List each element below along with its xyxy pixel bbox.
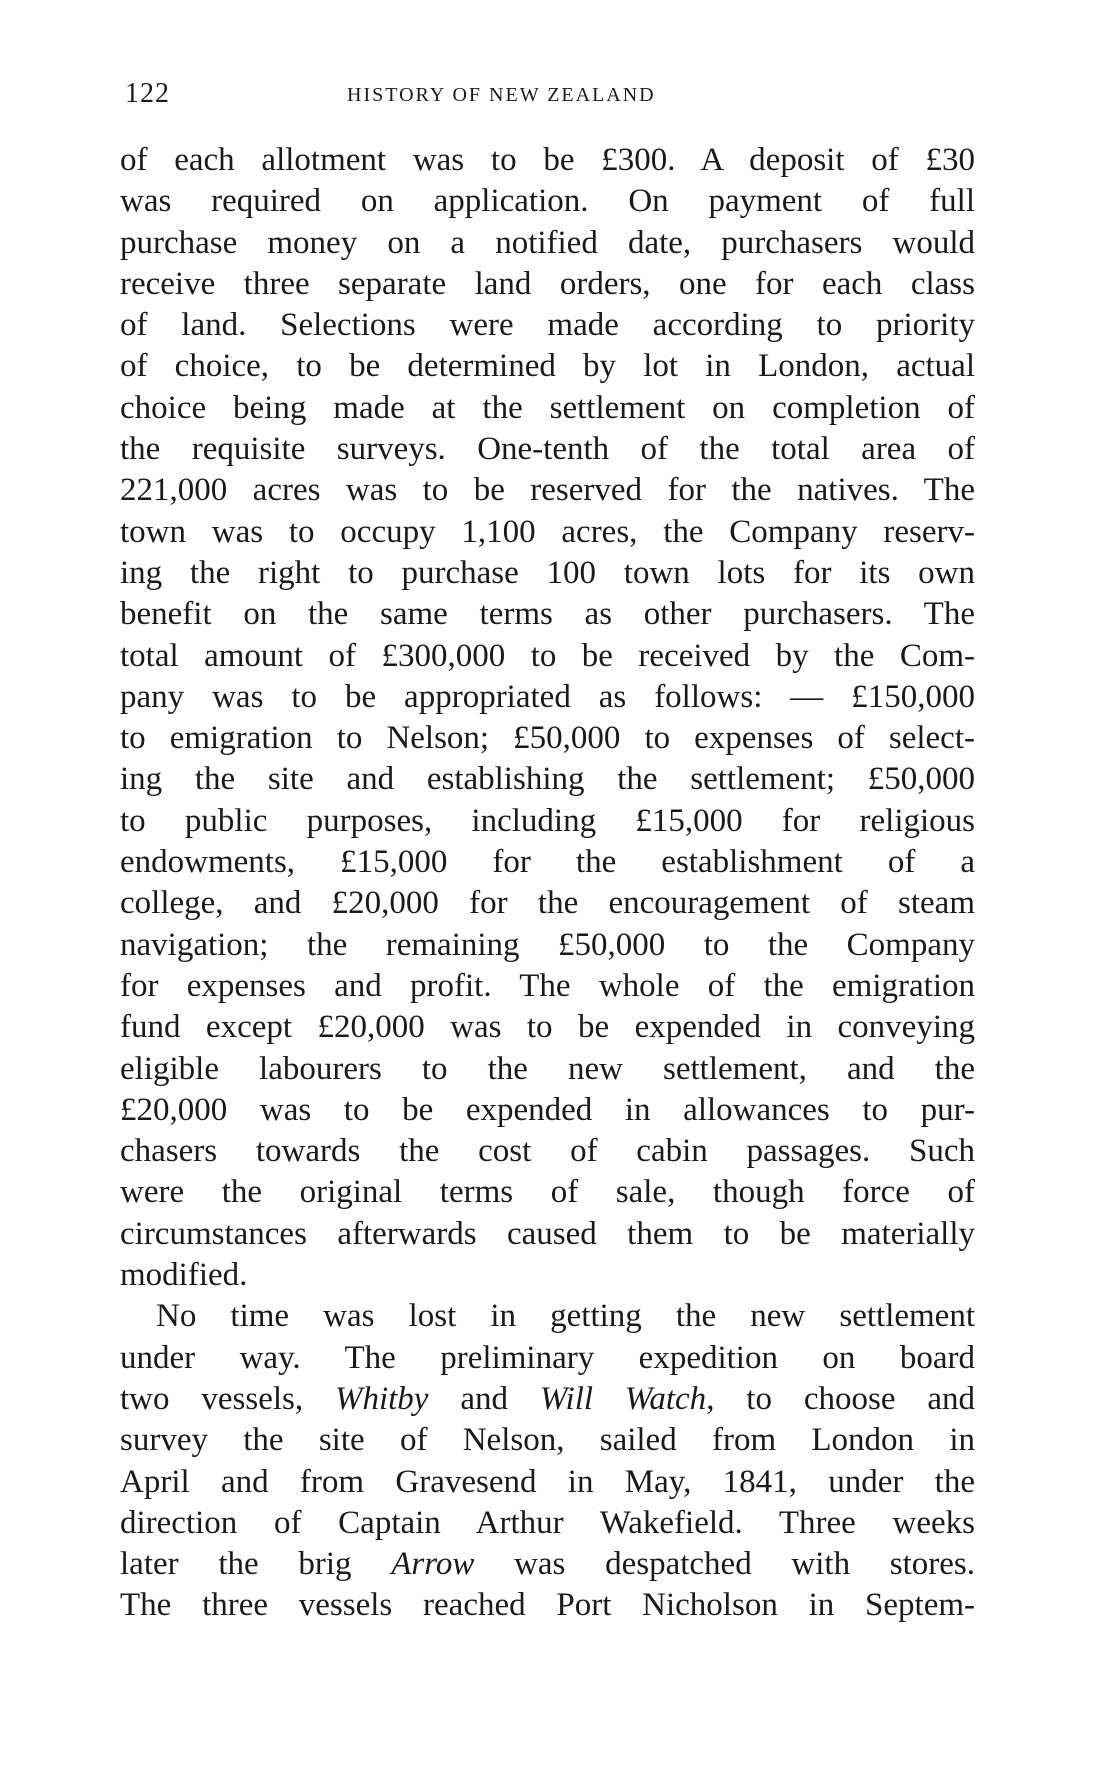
- text-line: April and from Gravesend in May, 1841, under the: [120, 1463, 975, 1500]
- text-line-with-ship-names: [120, 1379, 975, 1420]
- text-line: eligible labourers to the new settlement, and the: [120, 1050, 975, 1087]
- text-line: of land. Selections were made according to priority: [120, 307, 975, 344]
- text-line: receive three separate land orders, one for each class: [120, 265, 975, 302]
- text-line: of each allotment was to be £300. A deposit of £30: [120, 142, 975, 178]
- text-line: direction of Captain Arthur Wakefield. Three weeks: [120, 1504, 975, 1541]
- text-line: No time was lost in getting the new settlement: [156, 1298, 975, 1335]
- text-line: chasers towards the cost of cabin passages. Such: [120, 1133, 975, 1170]
- text-line: survey the site of Nelson, sailed from London in: [120, 1422, 975, 1459]
- text-line: purchase money on a notified date, purchasers would: [120, 224, 975, 261]
- text-line: circumstances afterwards caused them to be materially: [120, 1215, 975, 1252]
- text-line: 221,000 acres was to be reserved for the natives. The: [120, 472, 975, 509]
- text-line: £20,000 was to be expended in allowances to pur-: [120, 1091, 975, 1128]
- text-fragment: two vessels,: [120, 1380, 335, 1417]
- text-line: to public purposes, including £15,000 for religious: [120, 802, 975, 839]
- ship-name-whitby: Whitby: [334, 1380, 429, 1417]
- text-line: town was to occupy 1,100 acres, the Company reserv-: [120, 513, 975, 550]
- running-head: [125, 78, 985, 112]
- body-text: [120, 140, 975, 1627]
- text-line: of choice, to be determined by lot in London, actual: [120, 348, 975, 385]
- text-line: modified.: [120, 1257, 248, 1294]
- text-fragment: was despatched with stores.: [474, 1546, 976, 1583]
- text-line: fund except £20,000 was to be expended in conveying: [120, 1009, 975, 1046]
- text-line: for expenses and profit. The whole of the emigration: [120, 967, 975, 1004]
- text-line: navigation; the remaining £50,000 to the Company: [120, 926, 975, 963]
- text-line: ing the site and establishing the settlement; £50,000: [120, 761, 975, 798]
- text-line: the requisite surveys. One-tenth of the total area of: [120, 431, 975, 468]
- text-line: endowments, £15,000 for the establishment of a: [120, 844, 975, 881]
- page-number: 122: [125, 78, 170, 109]
- text-line: under way. The preliminary expedition on board: [120, 1339, 975, 1376]
- text-line: pany was to be appropriated as follows: — £150,000: [120, 678, 975, 715]
- text-fragment: , to choose and: [706, 1380, 975, 1417]
- text-line: benefit on the same terms as other purchasers. The: [120, 596, 975, 633]
- text-fragment: and: [428, 1380, 540, 1417]
- text-line: to emigration to Nelson; £50,000 to expenses of select-: [120, 720, 975, 757]
- text-fragment: later the brig: [120, 1546, 392, 1583]
- text-line: ing the right to purchase 100 town lots for its own: [120, 554, 975, 591]
- text-line: was required on application. On payment of full: [120, 183, 975, 220]
- text-line: choice being made at the settlement on completion of: [120, 389, 975, 426]
- text-line-with-ship-name: [120, 1544, 975, 1585]
- ship-name-arrow: Arrow: [391, 1546, 475, 1583]
- text-line: total amount of £300,000 to be received by the Com-: [120, 637, 975, 674]
- text-line: college, and £20,000 for the encouragement of steam: [120, 885, 975, 922]
- running-title: HISTORY OF NEW ZEALAND: [347, 84, 656, 106]
- text-line: The three vessels reached Port Nicholson in Septem-: [120, 1587, 975, 1624]
- text-line: were the original terms of sale, though force of: [120, 1174, 975, 1211]
- ship-name-will-watch: Will Watch: [539, 1380, 707, 1417]
